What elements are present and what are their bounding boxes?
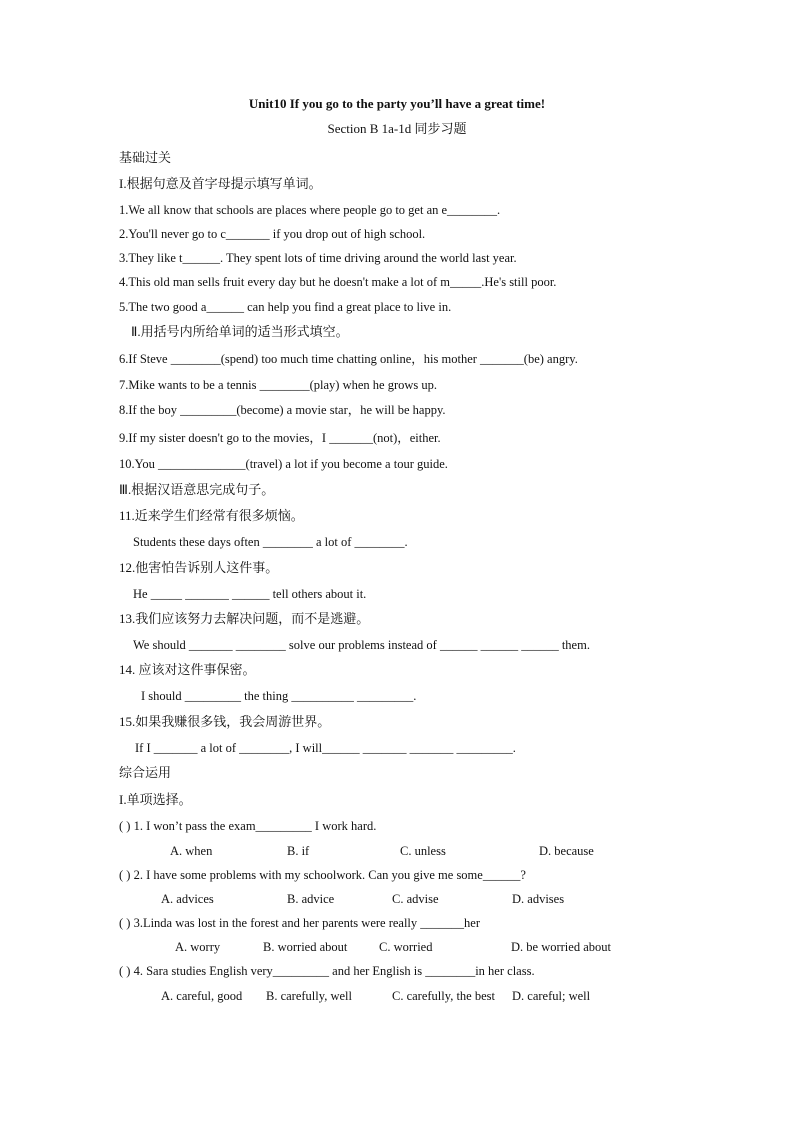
mc-option: C. worried (379, 940, 433, 954)
question-text: 2.You'll never go to c_______ if you drop out of high school. (119, 227, 426, 241)
mc-question: ( ) 1. I won’t pass the exam_________ I work hard. (119, 819, 377, 833)
mc-option: D. careful; well (512, 989, 591, 1003)
page-subtitle: Section B 1a-1d 同步习题 (327, 121, 467, 136)
question-text: 3.They like t______. They spent lots of time driving around the world last year. (119, 251, 517, 265)
question-text: 1.We all know that schools are places where people go to get an e________. (119, 203, 501, 217)
exercise-heading-mc: I.单项选择。 (119, 792, 192, 807)
question-text: 8.If the boy _________(become) a movie star，he will be happy. (119, 403, 446, 417)
mc-option: D. because (539, 844, 594, 858)
question-chinese: 11.近来学生们经常有很多烦恼。 (119, 508, 304, 523)
mc-option: A. worry (175, 940, 221, 954)
mc-question: ( ) 4. Sara studies English very_________ and her English is ________in her class. (119, 964, 535, 978)
mc-option: B. advice (287, 892, 335, 906)
question-chinese: 12.他害怕告诉别人这件事。 (119, 560, 279, 575)
exercise-heading-3: Ⅲ.根据汉语意思完成句子。 (119, 482, 275, 497)
mc-option: B. worried about (263, 940, 348, 954)
question-chinese: 15.如果我赚很多钱，我会周游世界。 (119, 714, 331, 729)
question-english: We should _______ ________ solve our problems instead of ______ ______ ______ them. (133, 638, 590, 652)
mc-option: B. carefully, well (266, 989, 352, 1003)
mc-option: B. if (287, 844, 310, 858)
question-text: 5.The two good a______ can help you find a great place to live in. (119, 300, 452, 314)
mc-question: ( ) 3.Linda was lost in the forest and her parents were really _______her (119, 916, 480, 930)
mc-option: C. advise (392, 892, 439, 906)
exercise-heading-1: I.根据句意及首字母提示填写单词。 (119, 176, 322, 191)
mc-option: A. careful, good (161, 989, 243, 1003)
question-chinese: 13.我们应该努力去解决问题，而不是逃避。 (119, 611, 370, 626)
question-english: If I _______ a lot of ________, I will______ _______ _______ _________. (135, 741, 516, 755)
question-text: 7.Mike wants to be a tennis ________(play) when he grows up. (119, 378, 437, 392)
section-heading-comprehensive: 综合运用 (119, 765, 172, 780)
question-english: He _____ _______ ______ tell others about it. (133, 587, 367, 601)
mc-option: A. when (170, 844, 213, 858)
question-english: I should _________ the thing __________ _________. (141, 689, 417, 703)
page-title: Unit10 If you go to the party you’ll have a great time! (248, 96, 546, 111)
question-chinese: 14. 应该对这件事保密。 (119, 662, 256, 677)
question-text: 6.If Steve ________(spend) too much time chatting online，his mother _______(be) angry. (119, 352, 578, 366)
question-text: 4.This old man sells fruit every day but he doesn't make a lot of m_____.He's still poor. (119, 275, 557, 289)
question-text: 9.If my sister doesn't go to the movies，I _______(not)，either. (119, 431, 441, 445)
mc-option: D. advises (512, 892, 565, 906)
mc-option: C. unless (400, 844, 446, 858)
section-heading-basic: 基础过关 (119, 150, 172, 165)
question-text: 10.You ______________(travel) a lot if you become a tour guide. (119, 457, 448, 471)
question-english: Students these days often ________ a lot of ________. (133, 535, 408, 549)
mc-option: A. advices (161, 892, 214, 906)
mc-option: D. be worried about (511, 940, 611, 954)
mc-option: C. carefully, the best (392, 989, 495, 1003)
exercise-heading-2: Ⅱ.用括号内所给单词的适当形式填空。 (131, 324, 349, 339)
mc-question: ( ) 2. I have some problems with my schoolwork. Can you give me some______? (119, 868, 526, 882)
